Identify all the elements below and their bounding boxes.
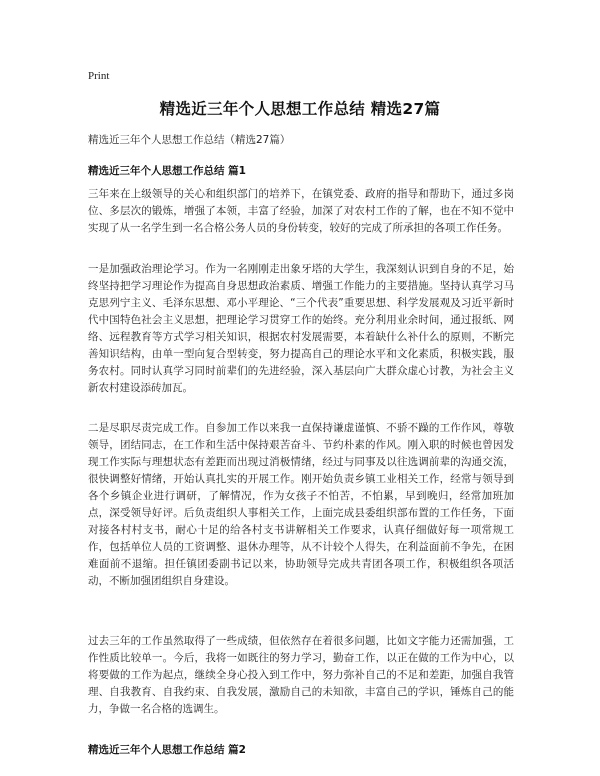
section-heading-2: 精选近三年个人思想工作总结 篇2: [88, 744, 246, 756]
section-1-paragraph-4: 过去三年的工作虽然取得了一些成绩，但依然存在着很多问题，比如文字能力还需加强，工作性质比较单一。今后，我将一如既往的努力学习，勤奋工作，以正在做的工作为中心，以将要做的工作为起点，继续全身心投入到工作中，努力弥补自己的不足和差距，加强自我管理、自我教育、自我约束、自我发展，激励自己的未知欲，丰富自己的学识，锤炼自己的能力，争做一名合格的选调生。: [88, 635, 514, 715]
print-link[interactable]: Print: [88, 70, 110, 82]
section-1-paragraph-3: 二是尽职尽责完成工作。自参加工作以来我一直保持谦虚谨慎、不骄不躁的工作作风，尊敬领导，团结同志，在工作和生活中保持艰苦奋斗、节约朴素的作风。刚入职的时候也曾因发现工作实际与理想状态有差距而出现过消极情绪，经过与同事及以往选调前辈的沟通交流，很快调整好情绪，开始认真扎实的开展工作。刚开始负责乡镇工业相关工作，经常与领导到各个乡镇企业进行调研，了解情况，作为女孩子不怕苦，不怕累，早到晚归，经常加班加点，深受领导好评。后负责组织人事相关工作，上面完成县委组织部布置的工作任务，下面对接各村村支书，耐心十足的给各村支书讲解相关工作要求，认真仔细做好每一项常规工作，包括单位人员的工资调整、退休办理等，从不计较个人得失，在利益面前不争先，在困难面前不退缩。担任镇团委副书记以来，协助领导完成共青团各项工作，积极组织各项活动，不断加强团组织自身建设。: [88, 422, 514, 587]
section-heading-1: 精选近三年个人思想工作总结 篇1: [88, 165, 246, 177]
page-title: 精选近三年个人思想工作总结 精选27篇: [159, 100, 441, 118]
section-1-paragraph-2: 一是加强政治理论学习。作为一名刚刚走出象牙塔的大学生，我深刻认识到自身的不足，始终坚持把学习理论作为提高自身思想政治素质、增强工作能力的主要措施。坚持认真学习马克思列宁主义、毛泽东思想、邓小平理论、“三个代表”重要思想、科学发展观及习近平新时代中国特色社会主义思想，把理论学习贯穿工作的始终。充分利用业余时间，通过报纸、网络、远程教育等方式学习相关知识，根据农村发展需要，本着缺什么补什么的原则，不断完善知识结构，由单一型向复合型转变，努力提高自己的理论水平和文化素质，积极实践，服务农村。同时认真学习同时前辈们的先进经验，深入基层向广大群众虚心讨教，为社会主义新农村建设添砖加瓦。: [88, 263, 514, 394]
document-subtitle: 精选近三年个人思想工作总结（精选27篇）: [88, 134, 291, 146]
section-1-paragraph-1: 三年来在上级领导的关心和组织部门的培养下，在镇党委、政府的指导和帮助下，通过多岗位、多层次的锻炼，增强了本领，丰富了经验，加深了对农村工作的了解，也在不知不觉中实现了从一名学生到一名合格公务人员的身份转变，较好的完成了所承担的各项工作任务。: [88, 188, 514, 234]
